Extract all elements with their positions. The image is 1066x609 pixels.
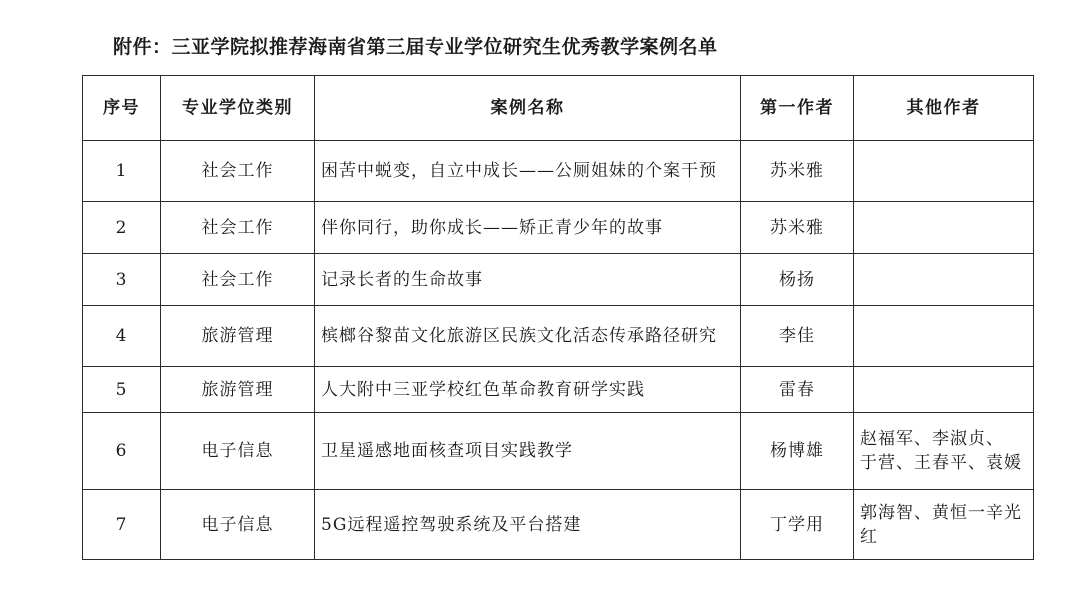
cell-degree-category: 旅游管理 [161, 306, 315, 367]
cell-other-authors [854, 141, 1034, 202]
table-row [83, 367, 1034, 413]
cell-case-name: 困苦中蜕变，自立中成长——公厕姐妹的个案干预 [315, 141, 741, 202]
cell-other-authors [854, 202, 1034, 254]
table-row [83, 202, 1034, 254]
cell-case-name: 卫星遥感地面核查项目实践教学 [315, 413, 741, 490]
cell-serial-number: 6 [83, 413, 161, 490]
cell-other-authors [854, 367, 1034, 413]
cell-other-authors [854, 254, 1034, 306]
table-row [83, 306, 1034, 367]
recommendation-table [82, 75, 1034, 560]
header-serial-number: 序号 [83, 76, 161, 141]
document-title: 附件：三亚学院拟推荐海南省第三届专业学位研究生优秀教学案例名单 [113, 36, 718, 58]
cell-first-author: 杨扬 [741, 254, 854, 306]
header-degree-category: 专业学位类别 [161, 76, 315, 141]
cell-degree-category: 社会工作 [161, 202, 315, 254]
table-row [83, 141, 1034, 202]
cell-case-name: 5G远程遥控驾驶系统及平台搭建 [315, 490, 741, 560]
cell-serial-number: 3 [83, 254, 161, 306]
cell-first-author: 丁学用 [741, 490, 854, 560]
cell-first-author: 苏米雅 [741, 141, 854, 202]
cell-degree-category: 电子信息 [161, 490, 315, 560]
cell-case-name: 记录长者的生命故事 [315, 254, 741, 306]
cell-first-author: 雷春 [741, 367, 854, 413]
cell-case-name: 人大附中三亚学校红色革命教育研学实践 [315, 367, 741, 413]
cell-first-author: 苏米雅 [741, 202, 854, 254]
cell-case-name: 槟榔谷黎苗文化旅游区民族文化活态传承路径研究 [315, 306, 741, 367]
cell-first-author: 李佳 [741, 306, 854, 367]
cell-serial-number: 7 [83, 490, 161, 560]
table-row [83, 413, 1034, 490]
cell-other-authors: 赵福军、李淑贞、 于营、王春平、袁媛 [854, 413, 1034, 490]
header-first-author: 第一作者 [741, 76, 854, 141]
cell-serial-number: 2 [83, 202, 161, 254]
cell-degree-category: 电子信息 [161, 413, 315, 490]
cell-degree-category: 社会工作 [161, 254, 315, 306]
cell-serial-number: 1 [83, 141, 161, 202]
cell-serial-number: 4 [83, 306, 161, 367]
cell-other-authors: 郭海智、黄恒一辛光红 [854, 490, 1034, 560]
cell-first-author: 杨博雄 [741, 413, 854, 490]
cell-degree-category: 社会工作 [161, 141, 315, 202]
header-other-authors: 其他作者 [854, 76, 1034, 141]
table-row [83, 490, 1034, 560]
cell-degree-category: 旅游管理 [161, 367, 315, 413]
cell-case-name: 伴你同行，助你成长——矫正青少年的故事 [315, 202, 741, 254]
cell-serial-number: 5 [83, 367, 161, 413]
header-case-name: 案例名称 [315, 76, 741, 141]
table-row [83, 254, 1034, 306]
cell-other-authors [854, 306, 1034, 367]
table-header-row [83, 76, 1034, 141]
